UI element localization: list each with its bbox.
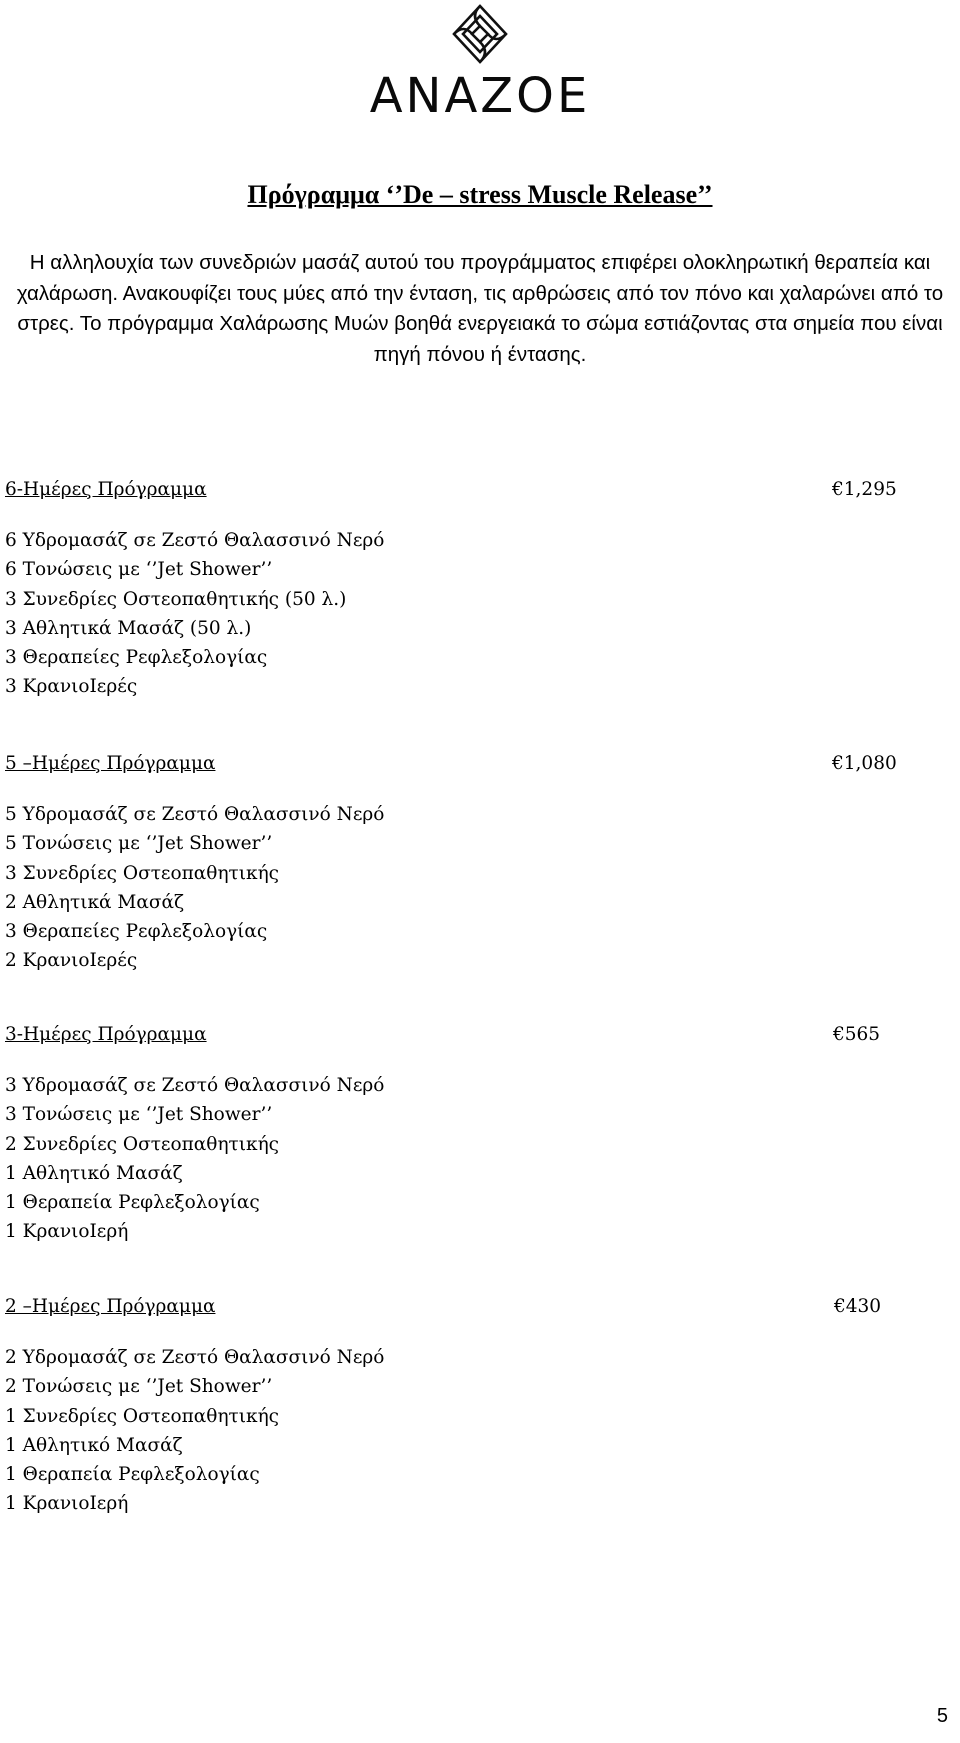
program-6-days bbox=[5, 474, 905, 702]
program-price: €1,080 bbox=[832, 753, 897, 774]
list-item: 2 Τονώσεις με ‘’Jet Shower’’ bbox=[5, 1376, 273, 1398]
program-5-days bbox=[5, 748, 905, 976]
list-item: 6 Τονώσεις με ‘’Jet Shower’’ bbox=[5, 559, 273, 581]
list-item: 1 Αθλητικό Μασάζ bbox=[5, 1434, 183, 1456]
program-header bbox=[5, 748, 905, 780]
logo-text: ANAZOE bbox=[369, 68, 591, 124]
list-item: 6 Υδρομασάζ σε Ζεστό Θαλασσινό Νερό bbox=[5, 530, 385, 551]
program-header bbox=[5, 474, 905, 506]
list-item: 1 Συνεδρίες Οστεοπαθητικής bbox=[5, 1405, 280, 1427]
list-item: 2 Υδρομασάζ σε Ζεστό Θαλασσινό Νερό bbox=[5, 1347, 385, 1368]
program-items bbox=[5, 526, 905, 702]
program-items bbox=[5, 1343, 905, 1519]
list-item: 3 Συνεδρίες Οστεοπαθητικής (50 λ.) bbox=[5, 588, 347, 610]
list-item: 1 ΚρανιοΙερή bbox=[5, 1221, 129, 1243]
program-name: 3-Ημέρες Πρόγραμμα bbox=[5, 1024, 207, 1045]
list-item: 1 Θεραπεία Ρεφλεξολογίας bbox=[5, 1464, 260, 1486]
list-item: 2 Αθλητικά Μασάζ bbox=[5, 891, 184, 913]
list-item: 5 Τονώσεις με ‘’Jet Shower’’ bbox=[5, 833, 273, 855]
page-title: Πρόγραμμα ‘’De – stress Muscle Release’’ bbox=[247, 180, 713, 209]
program-name: 2 –Ημέρες Πρόγραμμα bbox=[5, 1296, 216, 1317]
list-item: 3 ΚρανιοΙερές bbox=[5, 676, 138, 698]
program-price: €430 bbox=[834, 1296, 882, 1317]
program-price: €565 bbox=[833, 1024, 881, 1045]
list-item: 3 Θεραπείες Ρεφλεξολογίας bbox=[5, 647, 268, 669]
list-item: 3 Υδρομασάζ σε Ζεστό Θαλασσινό Νερό bbox=[5, 1075, 385, 1096]
list-item: 1 Αθλητικό Μασάζ bbox=[5, 1162, 183, 1184]
program-name: 6-Ημέρες Πρόγραμμα bbox=[5, 479, 207, 500]
program-items bbox=[5, 1071, 905, 1247]
list-item: 2 ΚρανιοΙερές bbox=[5, 950, 138, 972]
brand-logo bbox=[0, 0, 960, 124]
list-item: 3 Τονώσεις με ‘’Jet Shower’’ bbox=[5, 1104, 273, 1126]
list-item: 1 Θεραπεία Ρεφλεξολογίας bbox=[5, 1192, 260, 1214]
list-item: 2 Συνεδρίες Οστεοπαθητικής bbox=[5, 1133, 280, 1155]
list-item: 3 Συνεδρίες Οστεοπαθητικής bbox=[5, 862, 280, 884]
page-number: 5 bbox=[936, 1705, 948, 1727]
ornament-icon bbox=[450, 2, 510, 66]
list-item: 3 Αθλητικά Μασάζ (50 λ.) bbox=[5, 617, 252, 639]
program-name: 5 –Ημέρες Πρόγραμμα bbox=[5, 753, 216, 774]
program-price: €1,295 bbox=[832, 479, 897, 500]
program-2-days bbox=[5, 1291, 905, 1519]
program-3-days bbox=[5, 1019, 905, 1247]
program-header bbox=[5, 1291, 905, 1323]
list-item: 3 Θεραπείες Ρεφλεξολογίας bbox=[5, 921, 268, 943]
intro-paragraph: Η αλληλουχία των συνεδριών μασάζ αυτού του προγράμματος επιφέρει ολοκληρωτική θεραπεία και χαλάρωση. Ανακουφίζει τους μύες από την ένταση, τις αρθρώσεις από τον πόνο και χαλαρώνει από το στρες. Το πρόγραμμα Χαλάρωσης Μυών βοηθά ενεργειακά το σώμα εστιάζοντας στα σημεία που είναι πηγή πόνου ή έντασης. bbox=[16, 251, 944, 366]
program-header bbox=[5, 1019, 905, 1051]
list-item: 1 ΚρανιοΙερή bbox=[5, 1493, 129, 1515]
program-items bbox=[5, 800, 905, 976]
list-item: 5 Υδρομασάζ σε Ζεστό Θαλασσινό Νερό bbox=[5, 804, 385, 825]
